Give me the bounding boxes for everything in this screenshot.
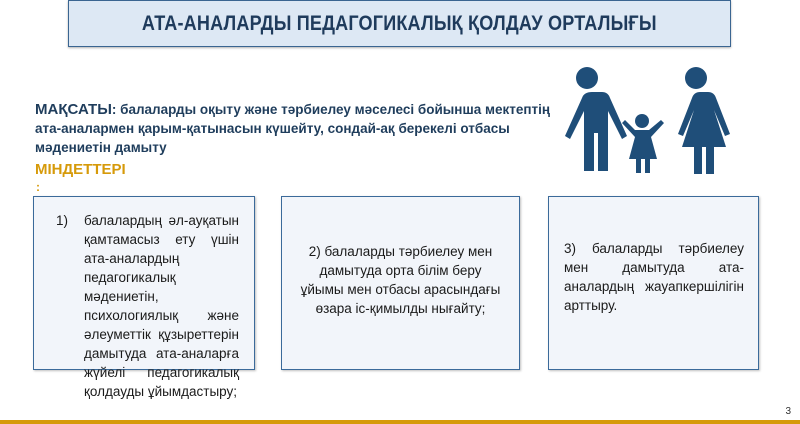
task-box-3 — [548, 196, 759, 370]
task-number: 1) — [56, 213, 69, 228]
task-box-1 — [33, 196, 255, 399]
task-text: 2) балаларды тәрбиелеу мен дамытуда орта білім беру ұйымы мен отбасы арасындағы өзара іс-қимылды нығайту; — [300, 244, 501, 316]
tasks-heading: МІНДЕТТЕРІ — [35, 161, 126, 178]
bottom-accent-line — [0, 420, 800, 424]
goal-text: : балаларды оқыту және тәрбиелеу мәселесі бойынша мектептің ата-аналармен қарым-қатынасын күшейту, сондай-ақ берекелі отбасы мәдениетін дамыту — [35, 102, 550, 155]
task-text: 3) балаларды тәрбиелеу мен дамытуда ата-аналардың жауапкершілігін арттыру. — [564, 241, 744, 313]
title-banner — [68, 0, 731, 47]
goal-label: МАҚСАТЫ — [35, 101, 112, 118]
family-icon — [550, 64, 735, 174]
page-number: 3 — [785, 406, 791, 417]
tasks-colon: : — [36, 180, 40, 194]
task-box-2 — [281, 196, 520, 370]
goal-paragraph — [35, 100, 560, 157]
slide-title: АТА-АНАЛАРДЫ ПЕДАГОГИКАЛЫҚ ҚОЛДАУ ОРТАЛЫҒЫ — [142, 11, 657, 35]
task-text: балалардың әл-ауқатын қамтамасыз ету үшін ата-аналардың педагогикалық мәдениетін, психологиялық және әлеуметтік құзыреттерін дамытуда ата-аналарға жүйелі педагогикалық қолдауды ұйымдастыру; — [84, 213, 239, 399]
